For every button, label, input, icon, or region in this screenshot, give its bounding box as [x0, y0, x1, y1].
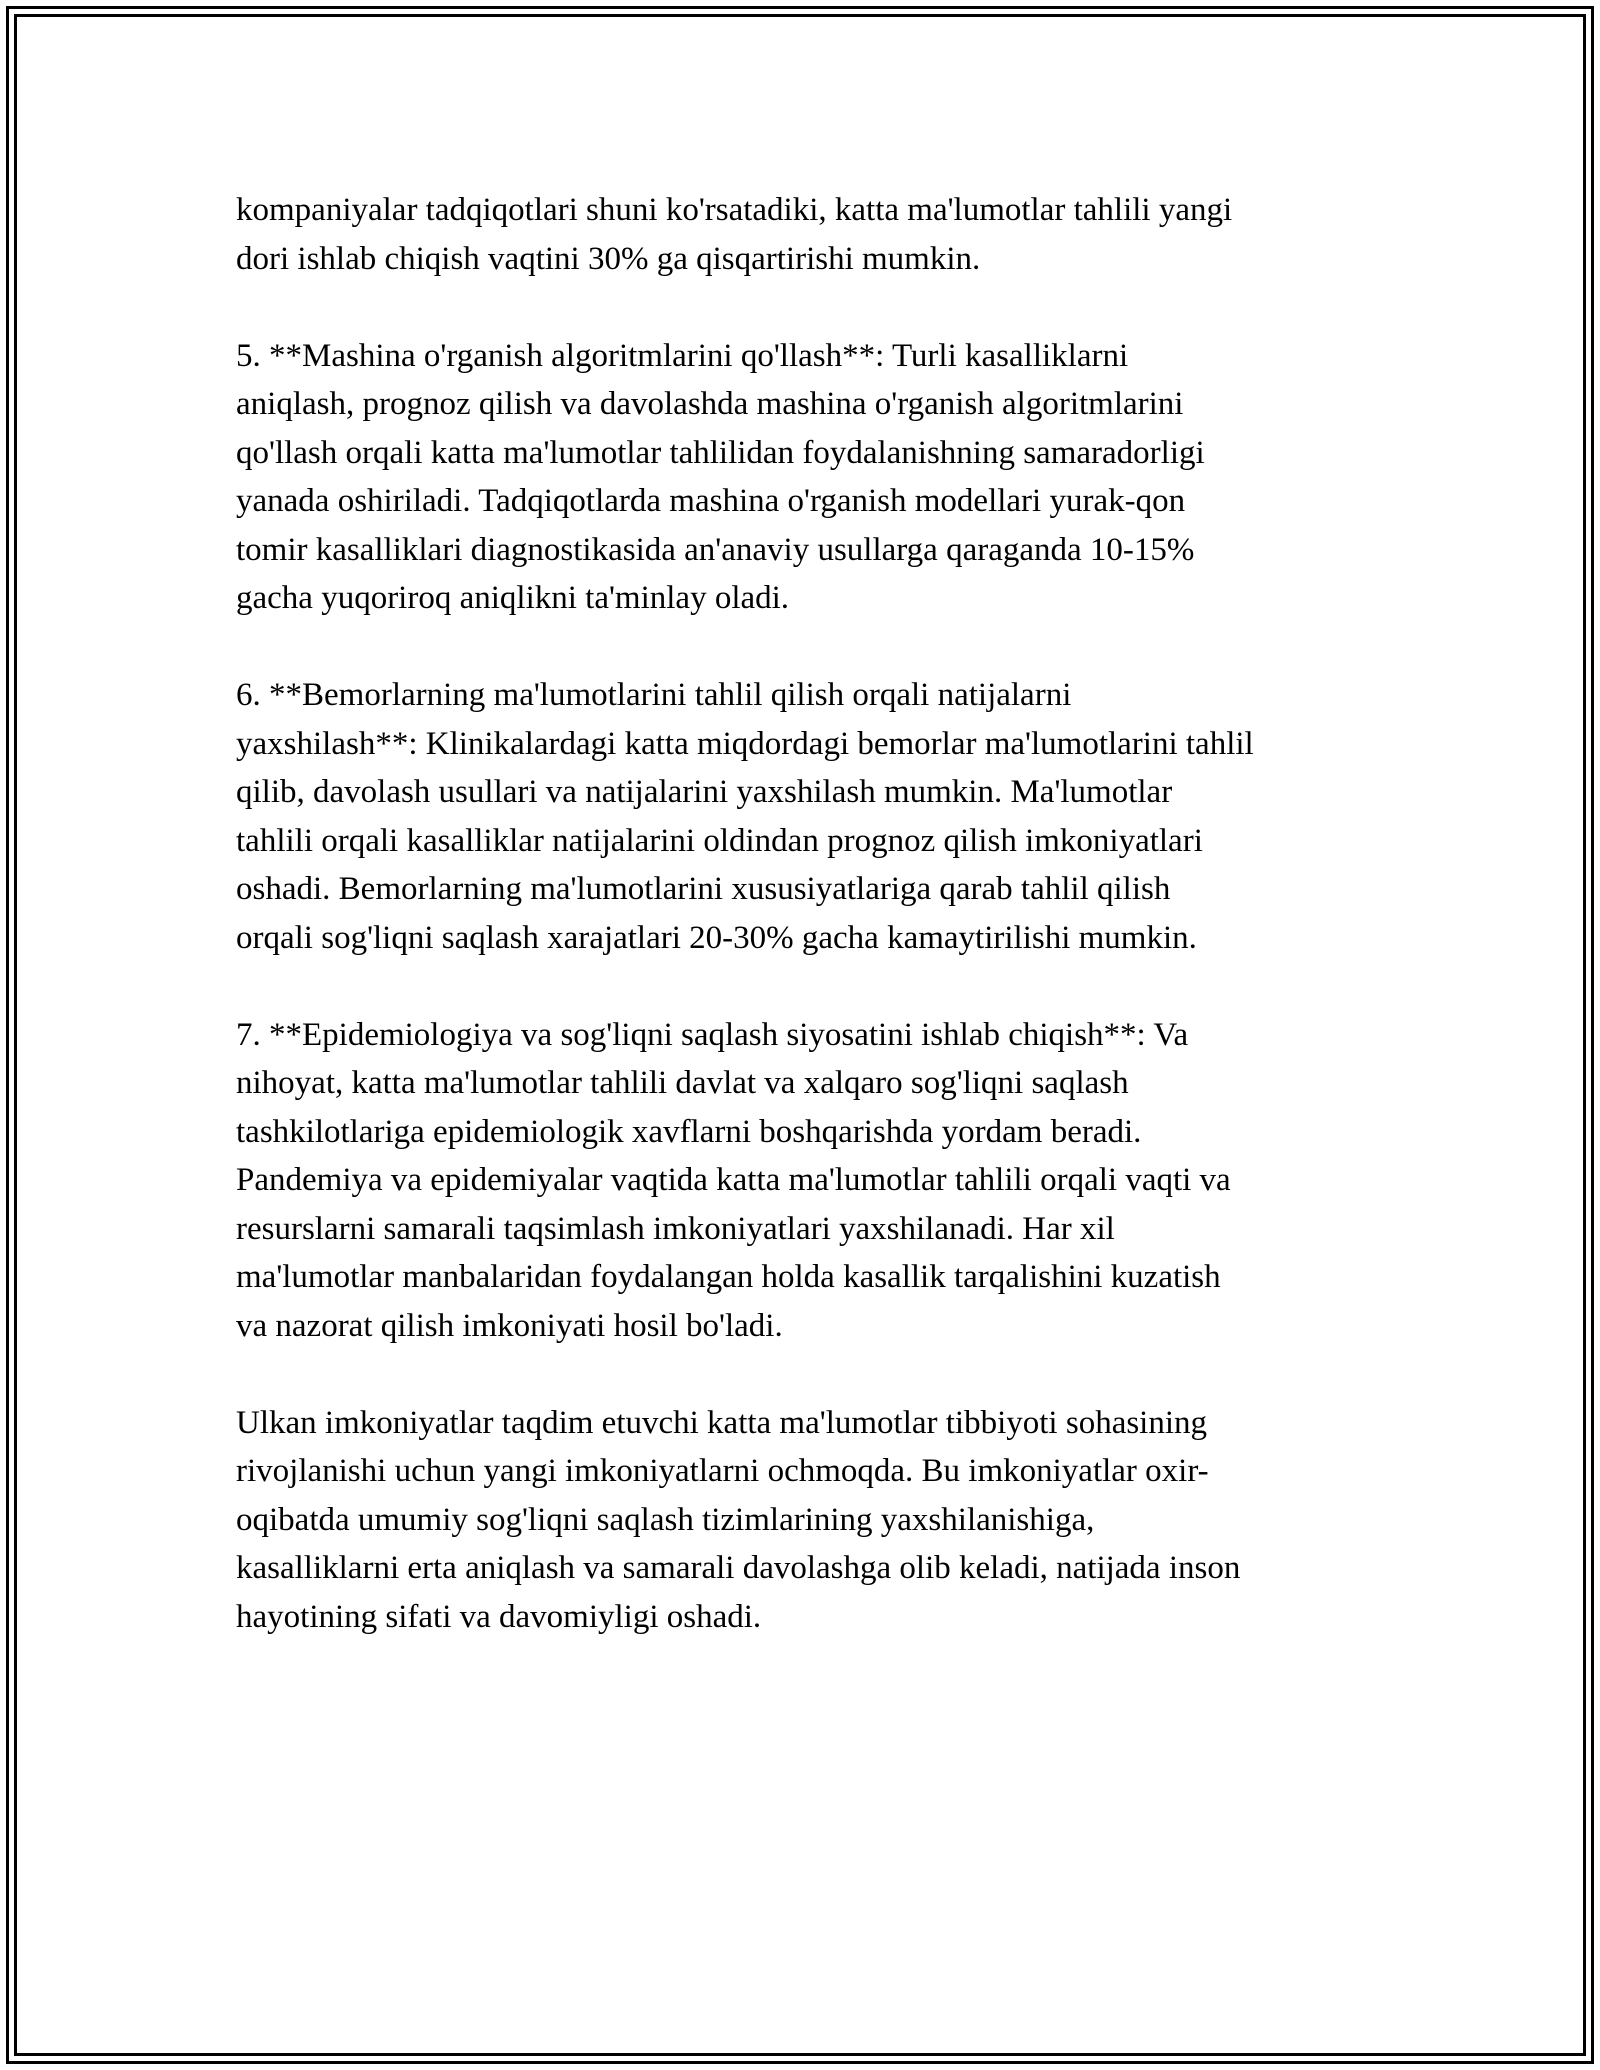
paragraph-continuation: kompaniyalar tadqiqotlari shuni ko'rsatadiki, katta ma'lumotlar tahlili yangi dori ishlab chiqish vaqtini 30% ga qisqartirishi mumkin. — [236, 192, 1233, 277]
paragraph-item-6: 6. **Bemorlarning ma'lumotlarini tahlil qilish orqali natijalarni yaxshilash**: Klinikalardagi katta miqdordagi bemorlar ma'lumotlarini tahlil qilib, davolash usullari va natijalarini yaxshilash mumkin. Ma'lumotlar tahlili orqali kasalliklar natijalarini oldindan prognoz qilish imkoniyatlari oshadi. Bemorlarning ma'lumotlarini xususiyatlariga qarab tahlil qilish orqali sog'liqni saqlash xarajatlari 20-30% gacha kamaytirilishi mumkin. — [236, 677, 1254, 956]
document-body — [236, 186, 1386, 1690]
paragraph-item-5: 5. **Mashina o'rganish algoritmlarini qo'llash**: Turli kasalliklarni aniqlash, prognoz qilish va davolashda mashina o'rganish algoritmlarini qo'llash orqali katta ma'lumotlar tahlilidan foydalanishning samaradorligi yanada oshiriladi. Tadqiqotlarda mashina o'rganish modellari yurak-qon tomir kasalliklari diagnostikasida an'anaviy usullarga qaraganda 10-15% gacha yuqoriroq aniqlikni ta'minlay oladi. — [236, 337, 1205, 616]
paragraph-conclusion: Ulkan imkoniyatlar taqdim etuvchi katta ma'lumotlar tibbiyoti sohasining rivojlanishi uchun yangi imkoniyatlarni ochmoqda. Bu imkoniyatlar oxir- oqibatda umumiy sog'liqni saqlash tizimlarining yaxshilanishiga, kasalliklarni erta aniqlash va samarali davolashga olib keladi, natijada inson hayotining sifati va davomiyligi oshadi. — [236, 1404, 1241, 1635]
paragraph-item-7: 7. **Epidemiologiya va sog'liqni saqlash siyosatini ishlab chiqish**: Va nihoyat, katta ma'lumotlar tahlili davlat va xalqaro sog'liqni saqlash tashkilotlariga epidemiologik xavflarni boshqarishda yordam beradi. Pandemiya va epidemiyalar vaqtida katta ma'lumotlar tahlili orqali vaqti va resurslarni samarali taqsimlash imkoniyatlari yaxshilanadi. Har xil ma'lumotlar manbalaridan foydalangan holda kasallik tarqalishini kuzatish va nazorat qilish imkoniyati hosil bo'ladi. — [236, 1016, 1231, 1344]
